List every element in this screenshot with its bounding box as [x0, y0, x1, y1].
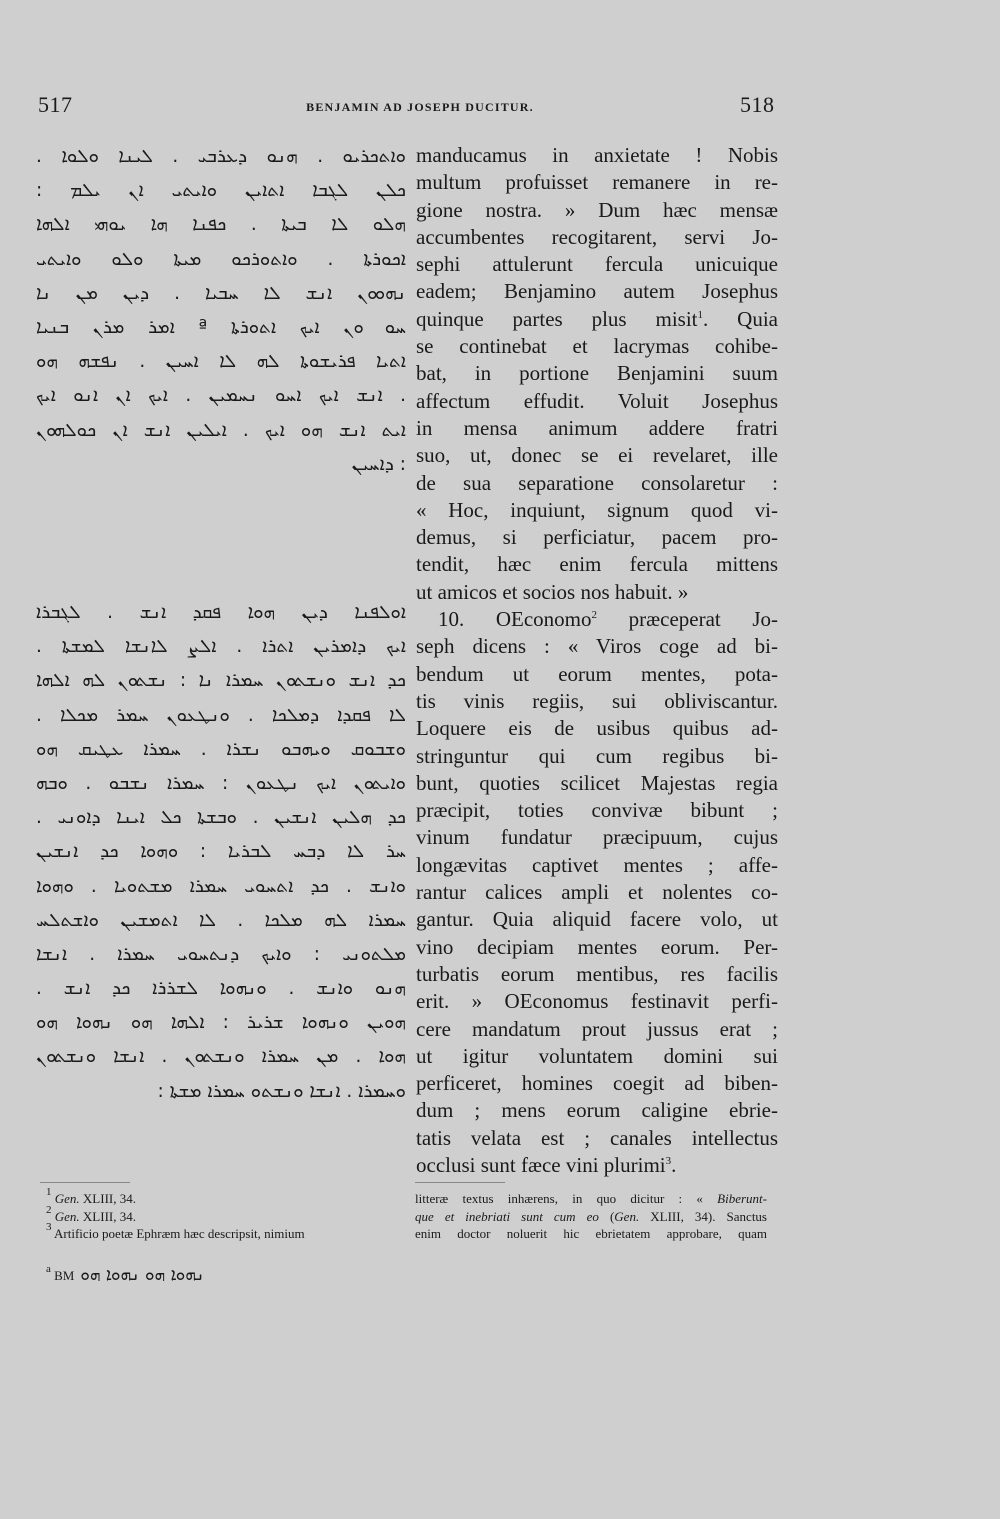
footnote-text: Artificio poetæ Ephræm hæc descripsit, nimium: [51, 1226, 305, 1241]
syriac-line: ܚܡܪܐ ܠܗ ܡܠܟܐ . ܠܐ ܐܬܡܫܝܢ ܘܐܫܬܠܚ: [36, 909, 406, 931]
syriac-line: ܘܐܢܫ . ܟܕ ܐܬܚܘܝ ܚܡܪܐ ܡܫܬܘܝܐ . ܘܗܘܐ: [36, 875, 406, 897]
right-page-number: 518: [740, 92, 775, 117]
syriac-line: ܐܝܟ ܕܐܡܪܝܢ ܐܬܪܐ . ܐܠܨ ܠܐܢܫܐ ܠܡܫܬܐ .: [36, 636, 406, 658]
text-line: ut amicos et socios nos habuit. »: [416, 579, 689, 604]
footnote: [46, 1186, 396, 1208]
footnotes-right: [415, 1190, 767, 1243]
syriac-text-block-2: [36, 596, 406, 1109]
text-fragment: 10. OEconomo: [438, 607, 592, 632]
text-line: de sua separatione consolaretur :: [416, 470, 778, 495]
footnote-ref: Gen.: [54, 1208, 80, 1224]
syriac-line: ܟܠܢ ܠܓܒܐ ܐܬܐܝܢ ܘܐܝܬܝ ܐܢ ܝܠܡ :: [36, 180, 406, 202]
footnote-marker: 1: [697, 308, 704, 321]
syriac-line: ܐܝܬ ܐܢܫ ܗܘ ܐܝܟ . ܐܝܠܝܢ ܐܢܫ ܐܢ ܟܘܠܗܘܢ: [36, 419, 406, 441]
latin-translation: [416, 142, 778, 1179]
footnote-text: litteræ textus inhærens, in quo dicitur : «: [415, 1191, 718, 1206]
text-fragment: .: [671, 1152, 677, 1177]
footnote-quote: que et inebriati sunt cum eo: [415, 1208, 599, 1224]
footnote-text: XLIII, 34). Sanctus: [639, 1208, 767, 1224]
footnote-marker: 3: [665, 1154, 672, 1167]
latin-paragraph-2: [416, 606, 778, 1179]
syriac-line: ܐܘܠܦܢܐ ܕܝܢ ܗܘܐ ܦܩܕ ܐܢܫ . ܠܓܒܪܐ: [36, 602, 406, 623]
text-line: tatis velata est ; canales intellectus: [416, 1125, 778, 1150]
footnote: [46, 1221, 396, 1243]
syriac-line: ܗܘܐ . ܡܢ ܚܡܪܐ ܘܢܫܬܘܢ . ܐܢܫܐ ܘܢܫܬܘܢ: [36, 1046, 406, 1068]
text-line: [416, 1152, 778, 1179]
syriac-line: ܐܟܘܪܬܐ . ܘܐܬܘܪܟܘ ܡܝܬܐ ܘܠܘ ܘܐܝܬܝ: [36, 248, 406, 270]
footnote-number: 2: [46, 1203, 52, 1216]
text-line: cere mandatum prout jussus erat ;: [416, 1016, 778, 1041]
footnote-divider-right: [415, 1182, 505, 1183]
text-line: affectum effudit. Voluit Josephus: [416, 388, 778, 413]
text-line: [416, 306, 778, 333]
text-line: gantur. Quia aliquid facere volo, ut: [416, 907, 778, 932]
variant-syriac: ܢܗܘܐ ܗܘ ܢܗܘܐ ܗܘ: [80, 1265, 205, 1285]
text-line: dum ; mens eorum caligine ebrie-: [416, 1098, 778, 1123]
syriac-line: ܗܘܝܢ ܘܢܗܘܐ ܫܪܝܪ : ܐܠܗܐ ܗܘ ܢܗܘܐ ܗܘ: [36, 1012, 406, 1034]
syriac-line: ܟܕ ܗܠܝܢ ܐܢܫܝܢ . ܘܒܫܬܐ ܟܠ ܐܝܢܐ ܕܐܘܢܝ .: [36, 807, 406, 829]
syriac-line: ܗܠܘ ܠܐ ܒܝܬܐ . ܟܦܢܐ ܗܐ ܝܘܗܝ ܐܠܗܐ: [36, 214, 406, 236]
footnote-ref: Gen.: [54, 1191, 80, 1206]
text-line: [416, 606, 778, 633]
text-line: se continebat et lacrymas cohibe-: [416, 334, 778, 359]
text-line: gione nostra. » Dum hæc mensæ: [416, 197, 778, 222]
footnote-text: XLIII, 34.: [79, 1208, 136, 1224]
footnote-text: XLIII, 34.: [79, 1191, 136, 1206]
text-line: demus, si perficiatur, pacem pro-: [416, 525, 778, 550]
syriac-line: ܘܐܬܟܪܝܘ . ܗܢܘ ܕܥܪܒܝ . ܠܝܢܐ ܘܠܘܐ .: [36, 146, 406, 167]
footnote-number: 1: [46, 1186, 52, 1198]
text-line: tis vinis regiis, sui obliviscantur.: [416, 688, 778, 713]
text-line: longævitas captivet mentes ; affe-: [416, 852, 778, 877]
footnote-marker: 2: [591, 609, 598, 622]
variant-note: [46, 1265, 204, 1285]
syriac-line: ܚܪ ܠܐ ܕܒܚ ܠܒܪܝܐ : ܘܗܘܐ ܟܕ ܐܢܫܝܢ: [36, 841, 406, 863]
text-line: Loquere eis de usibus quibus ad-: [416, 716, 778, 741]
syriac-line: ܡܠܬܘܢܝ : ܘܐܝܟ ܕܢܬܚܘܝ ܚܡܪܐ . ܐܢܫܐ: [36, 943, 406, 965]
syriac-line: ܐܬܝܐ ܦܪܝܫܘܬܐ ܠܗ ܠܐ ܐܚܝܢ . ܢܦܫܗ ܗܘ: [36, 351, 406, 373]
text-line: sephi attulerunt fercula unicuique: [416, 252, 778, 277]
variant-mark: a: [46, 1263, 51, 1275]
text-line: bunt, quoties scilicet Majestas regia: [416, 770, 778, 795]
syriac-line: ܘܫܒܘܩ ܘܝܗܒܘ ܢܫܪܐ . ܚܡܪܐ ܥܛܝܩ ܗܘ: [36, 738, 406, 760]
syriac-line: ܘܚܡܪܐ . ܐܢܫܐ ܘܢܫܬܘ ܚܡܪܐ ܡܫܬܐ :: [157, 1080, 406, 1102]
text-line: rantur calices ampli et nolentes co-: [416, 880, 778, 905]
text-line: accumbentes recogitarent, servi Jo-: [416, 224, 778, 249]
left-page-number: 517: [38, 92, 73, 117]
text-line: vinum fundatur præcipuum, cujus: [416, 825, 778, 850]
latin-paragraph-1: [416, 142, 778, 606]
footnote-line: [415, 1190, 767, 1208]
footnote-line: enim doctor noluerit hic ebrietatem approbare, quam: [415, 1226, 767, 1241]
variant-siglum: BM: [50, 1268, 75, 1283]
syriac-line: ܠܐ ܦܩܕܐ ܕܡܠܟܐ . ܘܢܛܥܘܢ ܚܡܪ ܡܟܠܐ .: [36, 704, 406, 726]
text-line: erit. » OEconomus festinavit perfi-: [416, 989, 778, 1014]
text-line: tendit, hæc enim fercula mittens: [416, 552, 778, 577]
syriac-line: ܟܕ ܐܢܫ ܘܢܫܬܘܢ ܚܡܪܐ ܢܐ : ܢܫܬܘܢ ܠܗ ܐܠܗܐ: [36, 670, 406, 692]
text-line: suo, ut, donec se ei revelaret, ille: [416, 443, 778, 468]
footnote: [46, 1203, 396, 1226]
syriac-line: . ܐܢܫ ܐܝܟ ܐܚܘ ܢܚܡܝܢ . ܐܝܟ ܐܢ ܐܢܘ ܐܝܟ: [36, 385, 406, 407]
text-line: multum profuisset remanere in re-: [416, 170, 778, 195]
text-line: « Hoc, inquiunt, signum quod vi-: [416, 497, 778, 522]
footnote-divider-left: [40, 1182, 130, 1183]
text-line: seph dicens : « Viros coge ad bi-: [416, 634, 778, 659]
syriac-line: ܢܗܘܘܢ ܐܢܫ ܠܐ ܚܒܝܐ . ܕܝܢ ܡܢ ܢܐ: [36, 282, 406, 304]
syriac-line: ܗܢܘ ܘܐܢܫ . ܘܢܗܘܐ ܠܫܪܪܐ ܟܕ ܐܢܫ .: [36, 978, 406, 1000]
footnote-line: [415, 1208, 767, 1226]
text-line: ut igitur voluntatem domini sui: [416, 1043, 778, 1068]
footnotes-left: [46, 1186, 396, 1243]
text-line: perficeret, homines coegit ad biben-: [416, 1071, 778, 1096]
text-line: manducamus in anxietate ! Nobis: [416, 143, 778, 167]
text-line: bat, in portione Benjamini suum: [416, 361, 778, 386]
syriac-line: ܚܘ ܘܢ ܐܝܟ ܐܬܘܪܬܐ ª ܐܡܪ ܡܪܢ ܒܢܝܐ: [36, 316, 406, 338]
text-line: turbatis eorum mentibus, res facilis: [416, 961, 778, 986]
text-line: eadem; Benjamino autem Josephus: [416, 279, 778, 304]
text-line: bendum ut eorum mentes, pota-: [416, 661, 778, 686]
text-fragment: præceperat Jo-: [597, 607, 779, 632]
text-line: in mensa animum addere fratri: [416, 415, 778, 440]
syriac-line: : ܕܐܚܝܢ: [351, 453, 406, 475]
running-title: BENJAMIN AD JOSEPH DUCITUR.: [306, 100, 534, 114]
syriac-line: ܘܐܝܬܘܢ ܐܝܟ ܢܛܥܘܢ : ܚܡܪܐ ܢܫܒܘ . ܘܒܗ: [36, 772, 406, 794]
footnote-quote: Biberunt-: [717, 1191, 767, 1206]
footnote-number: 3: [46, 1221, 52, 1233]
syriac-text-block-1: [36, 140, 406, 482]
text-fragment: . Quia: [703, 306, 778, 331]
text-line: præcipit, toties convivæ bibunt ;: [416, 798, 778, 823]
text-fragment: occlusi sunt fæce vini plurimi: [416, 1152, 666, 1177]
text-fragment: quinque partes plus misit: [416, 306, 698, 331]
text-line: vino decipiam mentes eorum. Per-: [416, 934, 778, 959]
footnote-ref: Gen.: [614, 1208, 640, 1224]
footnote-text: (: [598, 1208, 615, 1224]
text-line: stringuntur qui cum regibus bi-: [416, 743, 778, 768]
